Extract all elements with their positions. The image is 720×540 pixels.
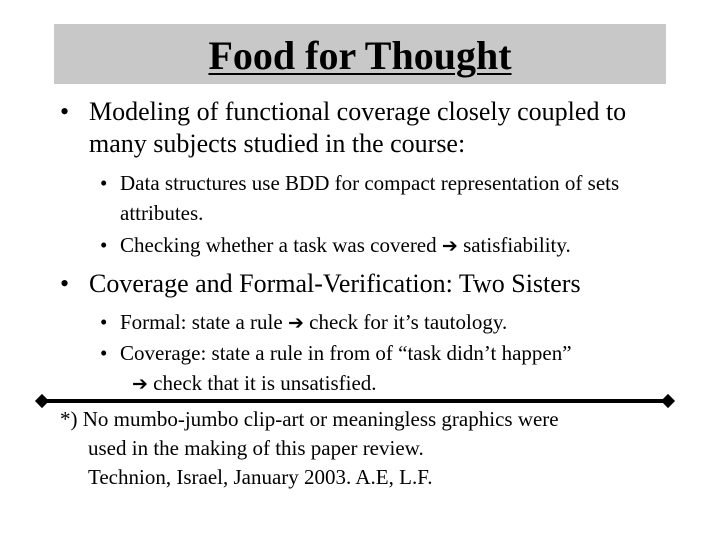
bullet-icon: • xyxy=(100,233,108,257)
bullet-item xyxy=(60,96,660,160)
sub-bullet-text: Coverage: state a rule in from of “task didn’t happen” xyxy=(120,341,572,365)
diamond-icon xyxy=(35,394,49,408)
sub-bullet-item xyxy=(100,338,660,398)
sub-bullet-text: Formal: state a rule xyxy=(120,310,283,334)
footnote-line: *) No mumbo-jumbo clip-art or meaningless graphics were xyxy=(60,407,559,431)
right-arrow-icon: ➔ xyxy=(287,312,304,334)
sub-bullet-item xyxy=(100,230,660,260)
slide-title: Food for Thought xyxy=(208,33,512,78)
divider-line xyxy=(42,399,668,403)
sub-bullet-text: Checking whether a task was covered xyxy=(120,233,437,257)
bullet-icon: • xyxy=(100,171,108,195)
bullet-item xyxy=(60,268,660,300)
footnote-line: used in the making of this paper review. xyxy=(88,436,424,460)
sub-bullet-text: check for it’s tautology. xyxy=(309,310,508,334)
right-arrow-icon: ➔ xyxy=(132,373,148,395)
sub-bullet-text: satisfiability. xyxy=(463,233,571,257)
right-arrow-icon: ➔ xyxy=(441,235,458,257)
footnote-line: Technion, Israel, January 2003. A.E, L.F. xyxy=(88,465,433,489)
sub-bullet-item xyxy=(100,168,660,228)
bullet-icon: • xyxy=(60,269,70,298)
bullet-text: Modeling of functional coverage closely coupled to many subjects studied in the course: xyxy=(89,97,627,158)
bullet-icon: • xyxy=(60,97,70,126)
sub-bullet-text: check that it is unsatisfied. xyxy=(153,371,377,395)
title-bar xyxy=(54,24,666,84)
bullet-text: Coverage and Formal-Verification: Two Sisters xyxy=(89,269,581,298)
sub-bullet-text: Data structures use BDD for compact representation of sets attributes. xyxy=(120,171,620,225)
footnote xyxy=(60,405,680,492)
bullet-icon: • xyxy=(100,310,108,334)
sub-bullet-item xyxy=(100,307,660,337)
bullet-icon: • xyxy=(100,341,108,365)
